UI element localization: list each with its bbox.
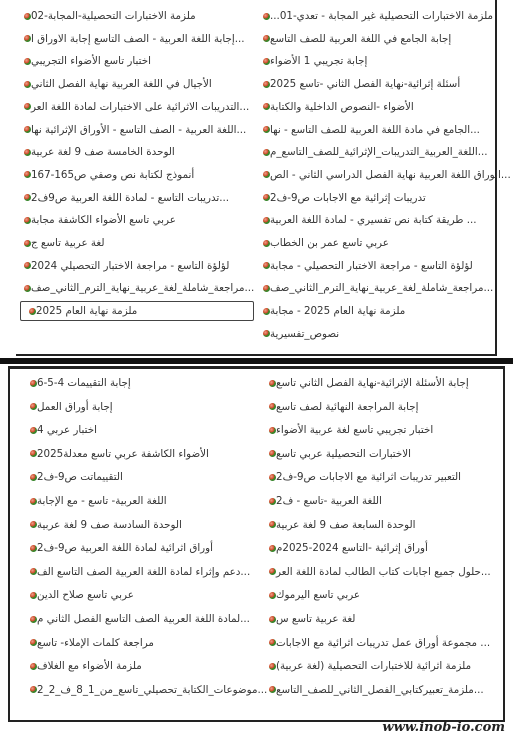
file-name: ...لمادة اللغة العربية الصف التاسع الفصل الثاني م: [37, 613, 250, 625]
file-name: إجابة الجامع في اللغة العربية للصف التاسع: [270, 32, 452, 45]
file-list-item[interactable]: [259, 278, 494, 298]
file-list-item[interactable]: [265, 515, 497, 535]
file-icon: [269, 427, 276, 434]
file-name: ...الجامع في مادة اللغة العربية للصف التاسع - نها: [270, 123, 480, 136]
file-name: ...ملزمة_تعبيركتابي_الفصل_الثاني_للصف_التاسع: [276, 683, 484, 696]
file-list-item[interactable]: [265, 444, 497, 464]
file-list-item[interactable]: [26, 562, 256, 582]
file-name: لغة عربية تاسع ج: [31, 237, 105, 249]
file-icon: [269, 545, 276, 552]
file-icon: [24, 171, 31, 178]
file-name: عربي تاسع عمر بن الخطاب: [270, 237, 389, 249]
file-name: إجابة التقييمات 4-5-6: [37, 377, 131, 389]
file-icon: [24, 285, 31, 292]
file-list-item[interactable]: [26, 491, 256, 511]
file-name: الأجيال في اللغة العربية نهاية الفصل الثاني: [31, 78, 212, 91]
file-list-panel-top: [16, 0, 511, 356]
file-list-item[interactable]: [259, 120, 491, 140]
file-icon: [30, 403, 37, 410]
file-list-item[interactable]: [265, 585, 497, 605]
file-list-item[interactable]: [20, 165, 254, 185]
file-name: الأضواء الكاشفة عربي تاسع معدلة2025: [37, 447, 209, 460]
file-icon: [269, 450, 276, 457]
file-icon: [263, 13, 270, 20]
file-list-item[interactable]: [259, 97, 491, 117]
file-list-item[interactable]: [26, 444, 256, 464]
file-icon: [24, 149, 31, 156]
file-list-item[interactable]: [26, 656, 256, 676]
file-name: ملزمة نهاية العام 2025 - مجابة: [270, 305, 406, 318]
file-list-item[interactable]: [259, 74, 491, 94]
file-list-item[interactable]: [259, 6, 494, 26]
file-icon: [269, 403, 276, 410]
file-list-item[interactable]: [265, 609, 497, 629]
file-name: التقييماتت ص9-ف2: [37, 471, 123, 484]
file-name: إجابة الأسئلة الإثرائية-نهاية الفصل الثاني تاسع: [276, 377, 469, 389]
file-name: التعبير تدريبات اثرائية مع الاجابات ص9-ف2: [276, 471, 462, 484]
file-name: اختبار عربي 4: [37, 424, 97, 437]
file-list-item[interactable]: [265, 397, 497, 417]
file-name: أسئلة إثرائية-نهاية الفصل الثاني -تاسع 2025: [270, 78, 461, 91]
file-list-item[interactable]: [20, 256, 254, 276]
file-list-item[interactable]: [265, 680, 497, 700]
file-list-item[interactable]: [20, 188, 254, 208]
file-name: الوحدة السادسة صف 9 لغة عربية: [37, 518, 182, 531]
file-list-item[interactable]: [259, 142, 491, 162]
file-name: الوحدة السابعة صف 9 لغة عربية: [276, 518, 416, 531]
file-name: عربي تاسع اليرموك: [276, 589, 361, 602]
file-list-item[interactable]: [265, 633, 497, 653]
file-name: اللغة العربية- تاسع - مع الإجابة: [37, 495, 167, 507]
file-list-item[interactable]: [26, 397, 256, 417]
file-icon: [263, 171, 270, 178]
file-list-item[interactable]: [20, 51, 254, 71]
file-name: لؤلؤة التاسع - مراجعة الاختبار التحصيلي - مجابة: [270, 259, 473, 272]
file-icon: [24, 103, 31, 110]
file-list-item[interactable]: [26, 467, 256, 487]
file-list-item[interactable]: [20, 233, 254, 253]
file-name: ...حلول جميع اجابات كتاب الطالب لمادة اللغة العر: [276, 565, 491, 578]
file-list-item[interactable]: [26, 633, 256, 653]
file-name: ملزمة اثرائية للاختبارات التحصيلية (لغة عربية): [276, 660, 472, 673]
file-name: ... طريقة كتابة نص تفسيري - لمادة اللغة العربية: [270, 214, 477, 227]
file-icon: [24, 13, 31, 20]
file-icon: [263, 262, 270, 269]
file-icon: [24, 194, 31, 201]
file-list-item[interactable]: [20, 278, 254, 298]
file-name: عربي تاسع صلاح الدين: [37, 589, 134, 602]
file-icon: [269, 663, 276, 670]
file-icon: [24, 217, 31, 224]
file-list-item[interactable]: [26, 373, 256, 393]
file-icon: [24, 126, 31, 133]
file-icon: [30, 380, 37, 387]
file-name: ...اللغة_العربية_التدريبات_الإثرائية_للصف_التاسع_م: [270, 146, 488, 159]
panel-divider: [0, 358, 513, 364]
file-name: ملزمة الأضواء مع الغلاف: [37, 660, 142, 673]
file-icon: [263, 58, 270, 65]
file-icon: [263, 217, 270, 224]
file-list-item[interactable]: [20, 74, 254, 94]
file-icon: [263, 35, 270, 42]
file-name: نصوص_تفسيرية: [270, 327, 340, 340]
file-icon: [263, 330, 270, 337]
file-icon: [30, 498, 37, 505]
file-list-item[interactable]: [259, 210, 491, 230]
file-icon: [269, 616, 276, 623]
file-list-panel-bottom: [8, 366, 505, 722]
file-name: اختبار تاسع الأضواء التجريبي: [31, 55, 151, 68]
file-list-item[interactable]: [26, 515, 256, 535]
file-list-item[interactable]: [20, 301, 254, 321]
file-icon: [269, 380, 276, 387]
file-icon: [263, 194, 270, 201]
file-list-item[interactable]: [265, 467, 497, 487]
site-watermark: www.inob-io.com: [382, 720, 505, 735]
file-name: اختبار تجريبي تاسع لغة عربية الأضواء: [276, 424, 434, 437]
file-name: ملزمة الاختبارات التحصيلية غير المجابة - تعدي-01...: [270, 10, 494, 22]
file-icon: [30, 663, 37, 670]
file-name: ...مراجعة_شاملة_لغة_عربية_نهاية_الترم_الثاني_صف: [31, 282, 255, 295]
file-name: تدريبات إثرائية مع الاجابات ص9-ف2: [270, 191, 426, 204]
file-name: الوحدة الخامسة صف 9 لغة عربية: [31, 146, 175, 159]
file-name: ...تدريبات التاسع - لمادة اللغة العربية ص9ف2: [31, 191, 230, 204]
file-icon: [29, 308, 36, 315]
file-name: مراجعة كلمات الإملاء- تاسع: [37, 636, 154, 649]
file-icon: [269, 639, 276, 646]
file-list-item[interactable]: [265, 562, 497, 582]
file-icon: [24, 35, 31, 42]
file-name: ...التدريبات الاثرائية على الاختبارات لمادة اللغة العر: [31, 100, 250, 113]
file-icon: [30, 568, 37, 575]
file-list-item[interactable]: [20, 142, 254, 162]
file-icon: [269, 521, 276, 528]
file-icon: [263, 103, 270, 110]
file-icon: [30, 427, 37, 434]
file-name: عربي تاسع الأضواء الكاشفة مجابة: [31, 214, 176, 227]
file-icon: [269, 686, 276, 693]
file-list-item[interactable]: [26, 420, 256, 440]
file-name: أوراق إثرائية -التاسع 2024-2025م: [276, 542, 428, 555]
file-icon: [30, 521, 37, 528]
file-icon: [263, 126, 270, 133]
file-list-item[interactable]: [259, 233, 491, 253]
file-list-item[interactable]: [20, 29, 254, 49]
file-icon: [263, 149, 270, 156]
file-list-item[interactable]: [26, 609, 256, 629]
file-name: لؤلؤة التاسع - مراجعة الاختبار التحصيلي 2024: [31, 259, 230, 272]
file-name: إجابة تجريبي 1 الأضواء: [270, 55, 368, 68]
file-list-item[interactable]: [20, 97, 254, 117]
file-name: ...الوراق اللغة العربية نهاية الفصل الدراسي الثاني - الص: [270, 168, 511, 181]
file-icon: [30, 474, 37, 481]
file-name: ...إجابة اللغة العربية - الصف التاسع إجابة الاوراق ا: [31, 32, 245, 45]
file-icon: [24, 240, 31, 247]
file-list-item[interactable]: [20, 210, 254, 230]
file-name: أنموذج لكتابة نص وصفي ص165-167: [31, 168, 195, 181]
file-icon: [30, 616, 37, 623]
file-icon: [263, 285, 270, 292]
file-icon: [30, 545, 37, 552]
file-name: أوراق اثرائية لمادة اللغة العربية ص9-ف2: [37, 542, 213, 555]
file-list-item[interactable]: [259, 301, 491, 321]
file-icon: [269, 568, 276, 575]
file-name: ملزمة نهاية العام 2025: [36, 305, 138, 318]
file-list-item[interactable]: [259, 165, 511, 185]
file-list-item[interactable]: [259, 51, 491, 71]
file-name: الأضواء -النصوص الداخلية والكتابة: [270, 100, 414, 113]
file-name: اللغة العربية -تاسع - ف2: [276, 495, 382, 507]
file-list-item[interactable]: [265, 656, 497, 676]
file-icon: [30, 450, 37, 457]
file-name: إجابة المراجعة النهائية لصف تاسع: [276, 400, 419, 413]
file-icon: [24, 262, 31, 269]
file-list-item[interactable]: [265, 420, 497, 440]
file-icon: [269, 498, 276, 505]
file-list-item[interactable]: [20, 120, 254, 140]
file-name: ...اللغة العربية - الصف التاسع - الأوراق الإثرائية نها: [31, 123, 247, 136]
file-icon: [24, 81, 31, 88]
file-name: لغة عربية تاسع س: [276, 613, 356, 625]
file-icon: [263, 81, 270, 88]
file-list-item[interactable]: [259, 256, 491, 276]
file-name: إجابة أوراق العمل: [37, 400, 113, 413]
file-icon: [269, 474, 276, 481]
file-name: ...دعم وإثراء لمادة اللغة العربية الصف التاسع الف: [37, 565, 251, 578]
file-name: ملزمة الاختبارات التحصيلية-المجابة-02: [31, 10, 196, 22]
file-list-item[interactable]: [259, 324, 491, 344]
file-icon: [263, 240, 270, 247]
file-icon: [24, 58, 31, 65]
file-name: الاختبارات التحصيلية عربي تاسع: [276, 447, 412, 460]
file-icon: [30, 592, 37, 599]
file-icon: [30, 639, 37, 646]
file-name: ...مراجعة_شاملة_لغة_عربية_نهاية_الترم_الثاني_صف: [270, 282, 494, 295]
file-list-item[interactable]: [26, 585, 256, 605]
file-list-item[interactable]: [265, 491, 497, 511]
file-icon: [269, 592, 276, 599]
file-list-item[interactable]: [259, 188, 491, 208]
file-list-item[interactable]: [259, 29, 491, 49]
file-list-item[interactable]: [26, 538, 256, 558]
file-list-item[interactable]: [20, 6, 254, 26]
file-list-item[interactable]: [265, 538, 497, 558]
file-icon: [30, 686, 37, 693]
file-name: ...موضوعات_الكتابة_تحصيلي_تاسع_من_1_8_ف_2_2: [37, 683, 268, 696]
file-list-item[interactable]: [26, 680, 268, 700]
file-name: ... مجموعة أوراق عمل تدريبات اثرائية مع الاجابات: [276, 636, 491, 649]
file-list-item[interactable]: [265, 373, 497, 393]
file-icon: [263, 308, 270, 315]
